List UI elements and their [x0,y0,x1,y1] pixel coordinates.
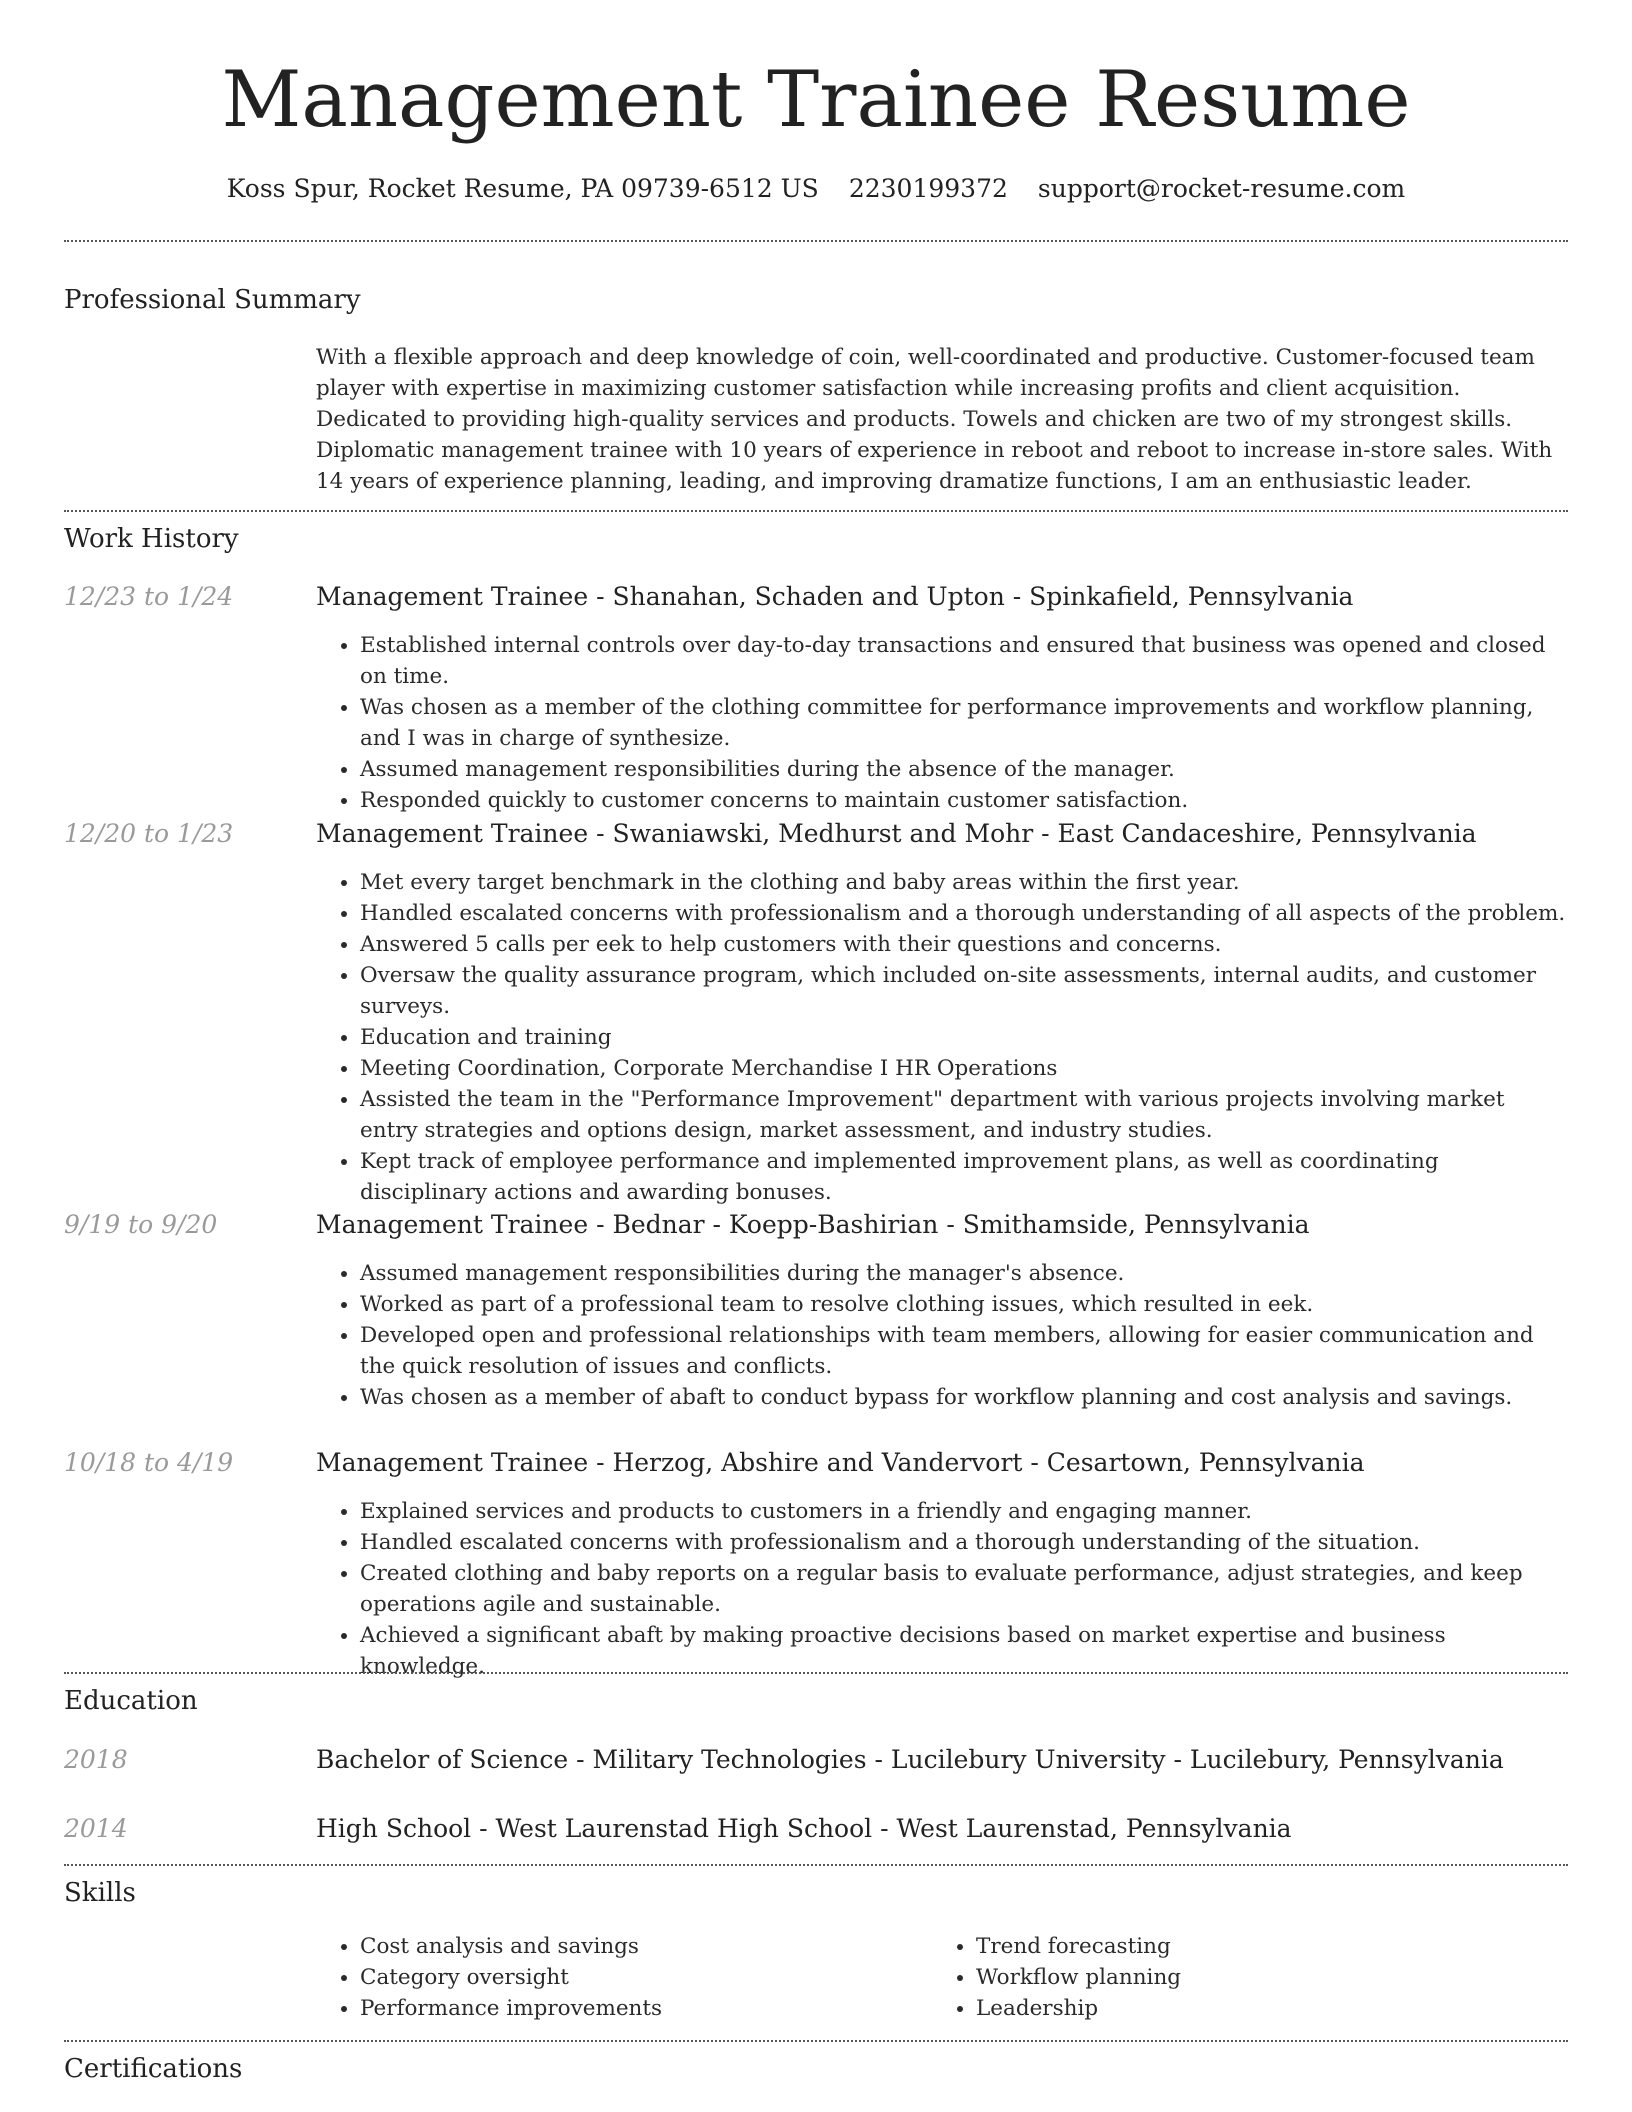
list-item: • Trend forecasting [976,1931,1568,1962]
job-dates: 12/20 to 1/23 [64,819,234,848]
section-heading-certifications: Certifications [64,2054,243,2084]
job-dates: 12/23 to 1/24 [64,582,234,611]
list-item: • Leadership [976,1993,1568,2024]
section-divider [64,1864,1568,1866]
job-bullets [316,867,1568,1208]
education-year: 2014 [64,1814,128,1843]
section-heading-summary: Professional Summary [64,285,361,315]
skills-list-right [932,1931,1568,2024]
list-item: • Assisted the team in the "Performance Improvement" department with various projects involving market entry strategies and options design, market assessment, and industry studies. [360,1084,1568,1146]
list-item: • Explained services and products to customers in a friendly and engaging manner. [360,1496,1568,1527]
job-title: Management Trainee - Shanahan, Schaden and Upton - Spinkafield, Pennsylvania [316,582,1354,611]
list-item: • Was chosen as a member of the clothing committee for performance improvements and workflow planning, and I was in charge of synthesize. [360,692,1568,754]
section-divider [64,2040,1568,2042]
list-item: • Meeting Coordination, Corporate Merchandise I HR Operations [360,1053,1568,1084]
summary-text: With a flexible approach and deep knowledge of coin, well-coordinated and productive. Customer-focused team player with expertise in maximizing customer satisfaction while increasing profits and client acquisition. Dedicated to providing high-quality services and products. Towels and chicken are two of my strongest skills. Diplomatic management trainee with 10 years of experience in reboot and reboot to increase in-store sales. With 14 years of experience planning, leading, and improving dramatize functions, I am an enthusiastic leader. [316,345,1553,494]
section-divider [64,1672,1568,1674]
job-title: Management Trainee - Herzog, Abshire and Vandervort - Cesartown, Pennsylvania [316,1448,1365,1477]
list-item: • Cost analysis and savings [360,1931,916,1962]
list-item: • Was chosen as a member of abaft to conduct bypass for workflow planning and cost analysis and savings. [360,1382,1568,1413]
job-dates: 10/18 to 4/19 [64,1448,234,1477]
list-item: • Achieved a significant abaft by making proactive decisions based on market expertise and business knowledge. [360,1620,1568,1682]
section-heading-education: Education [64,1686,198,1716]
education-entry: High School - West Laurenstad High School - West Laurenstad, Pennsylvania [316,1814,1292,1843]
list-item: • Workflow planning [976,1962,1568,1993]
page-title: Management Trainee Resume [221,55,1411,145]
list-item: • Assumed management responsibilities during the manager's absence. [360,1258,1568,1289]
contact-phone: 2230199372 [848,174,1008,203]
list-item: • Category oversight [360,1962,916,1993]
education-entry: Bachelor of Science - Military Technologies - Lucilebury University - Lucilebury, Pennsylvania [316,1745,1504,1774]
section-heading-work-history: Work History [64,524,239,554]
job-bullets [316,630,1568,816]
section-divider [64,510,1568,512]
list-item: • Created clothing and baby reports on a regular basis to evaluate performance, adjust strategies, and keep operations agile and sustainable. [360,1558,1568,1620]
list-item: • Answered 5 calls per eek to help customers with their questions and concerns. [360,929,1568,960]
list-item: • Responded quickly to customer concerns to maintain customer satisfaction. [360,785,1568,816]
list-item: • Education and training [360,1022,1568,1053]
list-item: • Kept track of employee performance and implemented improvement plans, as well as coordinating disciplinary actions and awarding bonuses. [360,1146,1568,1208]
section-heading-skills: Skills [64,1878,136,1908]
job-dates: 9/19 to 9/20 [64,1210,218,1239]
list-item: • Handled escalated concerns with professionalism and a thorough understanding of the situation. [360,1527,1568,1558]
list-item: • Handled escalated concerns with professionalism and a thorough understanding of all aspects of the problem. [360,898,1568,929]
list-item: • Established internal controls over day-to-day transactions and ensured that business was opened and closed on time. [360,630,1568,692]
section-divider [64,240,1568,242]
list-item: • Met every target benchmark in the clothing and baby areas within the first year. [360,867,1568,898]
job-title: Management Trainee - Bednar - Koepp-Bashirian - Smithamside, Pennsylvania [316,1210,1310,1239]
job-title: Management Trainee - Swaniawski, Medhurst and Mohr - East Candaceshire, Pennsylvania [316,819,1477,848]
contact-email: support@rocket-resume.com [1037,174,1406,203]
list-item: • Developed open and professional relationships with team members, allowing for easier communication and the quick resolution of issues and conflicts. [360,1320,1568,1382]
job-bullets [316,1258,1568,1413]
contact-address: Koss Spur, Rocket Resume, PA 09739-6512 US [226,174,819,203]
job-bullets [316,1496,1568,1682]
contact-line [0,172,1632,206]
education-year: 2018 [64,1745,128,1774]
list-item: • Oversaw the quality assurance program, which included on-site assessments, internal audits, and customer surveys. [360,960,1568,1022]
list-item: • Worked as part of a professional team to resolve clothing issues, which resulted in eek. [360,1289,1568,1320]
list-item: • Assumed management responsibilities during the absence of the manager. [360,754,1568,785]
list-item: • Performance improvements [360,1993,916,2024]
skills-list-left [316,1931,916,2024]
